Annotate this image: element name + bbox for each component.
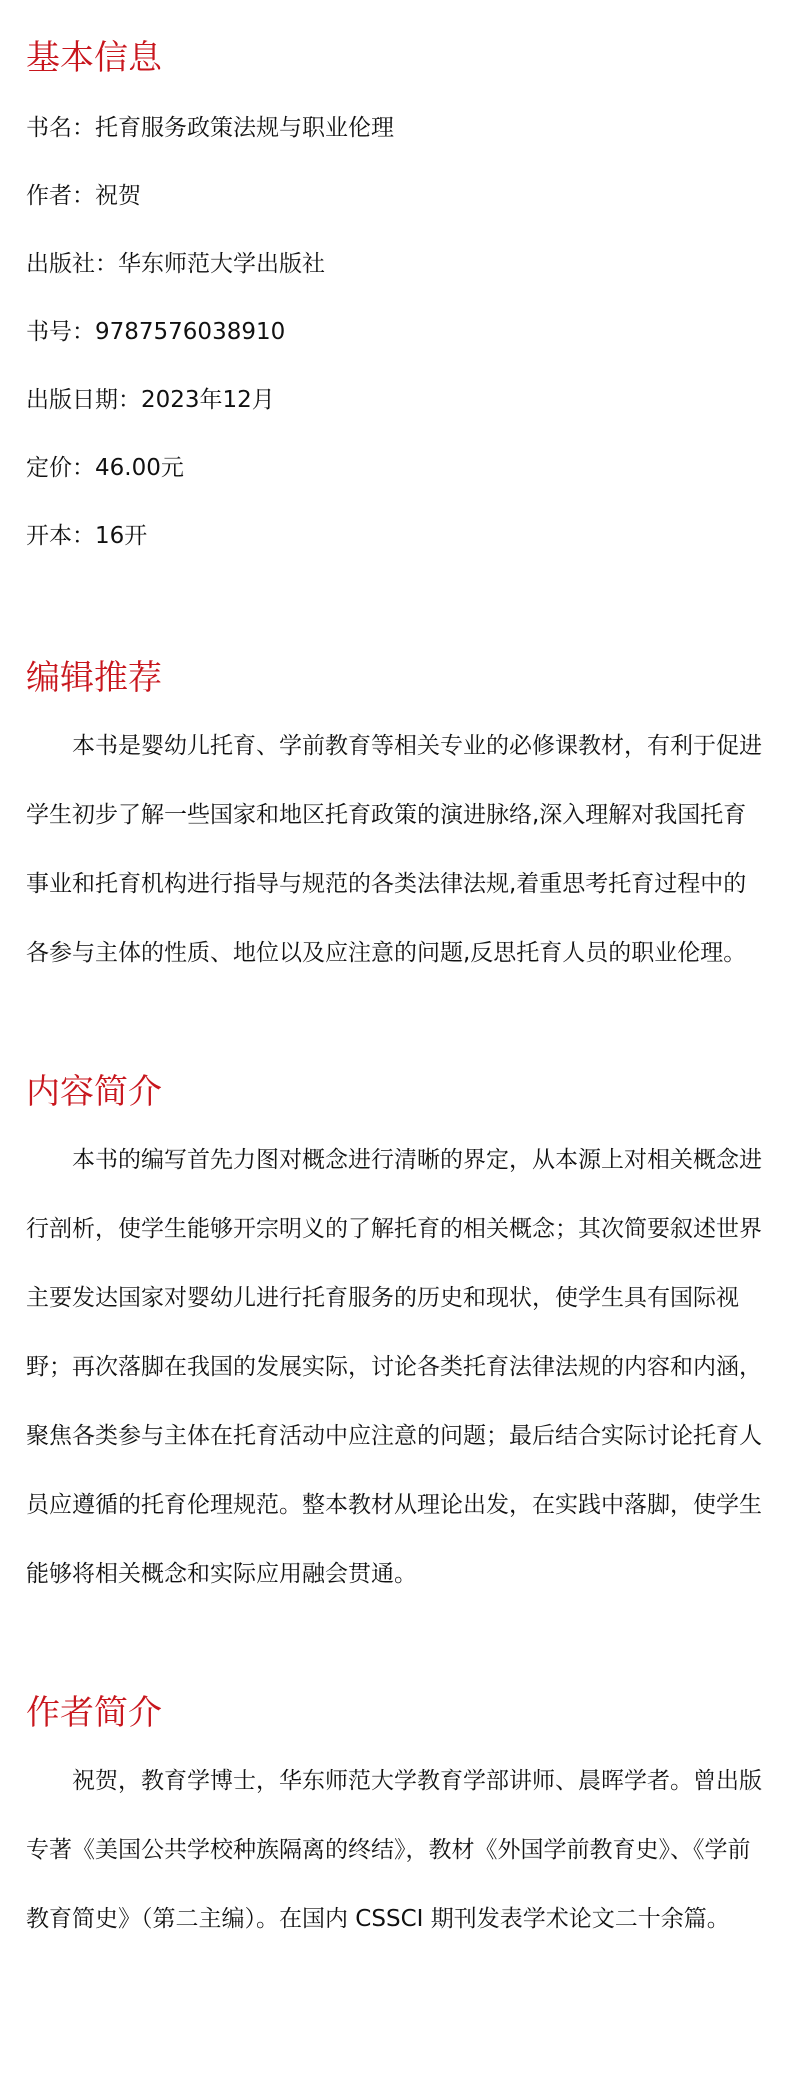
- content-intro-text: 本书的编写首先力图对概念进行清晰的界定，从本源上对相关概念进行剖析，使学生能够开宗明义的了解托育的相关概念；其次简要叙述世界主要发达国家对婴幼儿进行托育服务的历史和现状，使学生具有国际视野；再次落脚在我国的发展实际，讨论各类托育法律法规的内容和内涵，聚焦各类参与主体在托育活动中应注意的问题；最后结合实际讨论托育人员应遵循的托育伦理规范。整本教材从理论出发，在实践中落脚，使学生能够将相关概念和实际应用融会贯通。: [26, 1147, 762, 1587]
- basic-info-list: [26, 112, 764, 552]
- author-intro-text: 祝贺，教育学博士，华东师范大学教育学部讲师、晨晖学者。曾出版专著《美国公共学校种族隔离的终结》，教材《外国学前教育史》、《学前教育简史》（第二主编）。在国内 CSSCI 期刊发表学术论文二十余篇。: [26, 1768, 762, 1932]
- publication-date: 出版日期：2023年12月: [26, 387, 275, 413]
- format: 开本：16开: [26, 523, 148, 549]
- editor-recommend-heading: 编辑推荐: [26, 658, 162, 698]
- content-intro-heading: 内容简介: [26, 1072, 162, 1112]
- book-detail-page: [0, 38, 790, 1954]
- publisher: 出版社：华东师范大学出版社: [26, 251, 325, 277]
- basic-info-heading: 基本信息: [26, 38, 162, 78]
- isbn: 书号：9787576038910: [26, 319, 286, 345]
- author: 作者：祝贺: [26, 183, 141, 209]
- author-intro-heading: 作者简介: [26, 1693, 162, 1733]
- book-name: 书名：托育服务政策法规与职业伦理: [26, 115, 394, 141]
- price: 定价：46.00元: [26, 455, 184, 481]
- editor-recommend-text: 本书是婴幼儿托育、学前教育等相关专业的必修课教材，有利于促进学生初步了解一些国家和地区托育政策的演进脉络,深入理解对我国托育事业和托育机构进行指导与规范的各类法律法规,着重思考托育过程中的各参与主体的性质、地位以及应注意的问题,反思托育人员的职业伦理。: [26, 733, 762, 966]
